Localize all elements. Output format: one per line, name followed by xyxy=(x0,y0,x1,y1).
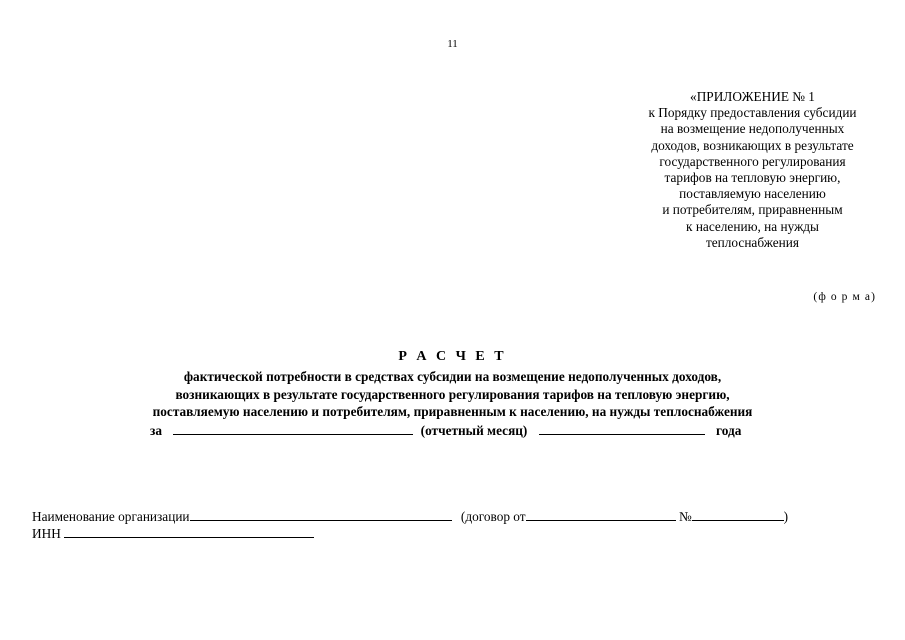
organization-line xyxy=(32,508,832,525)
appendix-line: тарифов на тепловую энергию, xyxy=(664,170,841,186)
year-field[interactable] xyxy=(539,422,705,435)
organization-label: Наименование организации xyxy=(32,509,190,524)
appendix-line: государственного регулирования xyxy=(659,153,846,169)
inn-line xyxy=(32,525,432,542)
organization-name-field[interactable] xyxy=(190,508,452,521)
period-suffix: года xyxy=(716,423,742,438)
appendix-line: доходов, возникающих в результате xyxy=(651,137,854,153)
inn-field[interactable] xyxy=(64,525,314,538)
page-number: 11 xyxy=(447,38,458,50)
appendix-header xyxy=(625,89,880,251)
document-subtitle xyxy=(0,368,905,421)
reporting-month-field[interactable] xyxy=(173,422,413,435)
contract-close-paren: ) xyxy=(783,509,789,524)
document-title: Р А С Ч Е Т xyxy=(398,349,507,364)
inn-label: ИНН xyxy=(32,526,61,541)
appendix-line: теплоснабжения xyxy=(705,234,800,250)
period-prefix: за xyxy=(150,423,162,438)
appendix-line: к Порядку предоставления субсидии xyxy=(648,105,857,121)
subtitle-line: поставляемую населению и потребителям, приравненным к населению, на нужды теплоснабжения xyxy=(152,404,753,419)
contract-number-field[interactable] xyxy=(692,508,784,521)
appendix-line: на возмещение недополученных xyxy=(660,121,845,137)
appendix-line: поставляемую населению xyxy=(679,186,826,202)
subtitle-line: возникающих в результате государственного регулирования тарифов на тепловую энергию, xyxy=(175,386,730,402)
contract-label: (договор от xyxy=(460,509,526,524)
contract-date-field[interactable] xyxy=(526,508,676,521)
appendix-line: к населению, на нужды xyxy=(686,218,819,234)
appendix-line: «ПРИЛОЖЕНИЕ № 1 xyxy=(690,89,815,104)
contract-number-label: № xyxy=(678,509,692,524)
form-label: (ф о р м а) xyxy=(813,291,876,303)
reporting-month-label: (отчетный месяц) xyxy=(420,423,528,438)
subtitle-line: фактической потребности в средствах субсидии на возмещение недополученных доходов, xyxy=(183,369,722,384)
appendix-line: и потребителям, приравненным xyxy=(662,202,843,218)
period-line xyxy=(150,422,770,439)
